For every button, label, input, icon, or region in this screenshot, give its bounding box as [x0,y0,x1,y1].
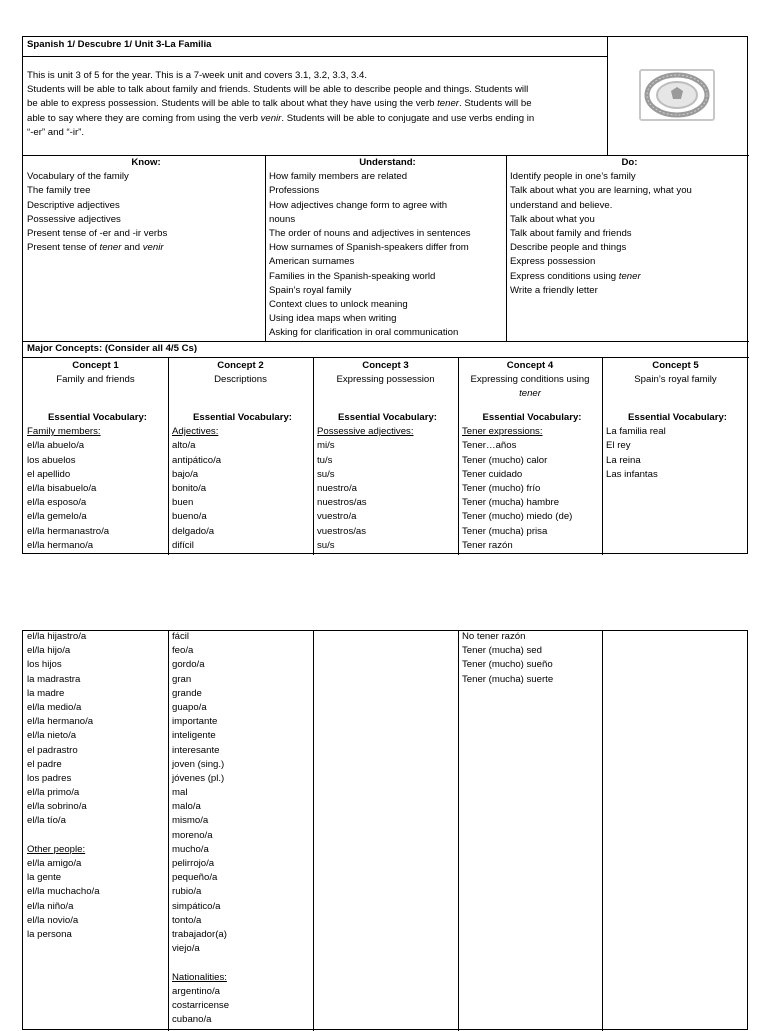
vocab-item: vuestro/a [317,511,357,523]
vocab-item: el/la hermanastro/a [27,525,110,537]
understand-item: Families in the Spanish-speaking world [269,270,436,282]
vocab-item: Expressing conditions using [470,374,590,386]
vocab-item: la madre [27,687,65,699]
vocab-subheading: Other people: [27,843,86,855]
vocab-item: nuestro/a [317,482,358,494]
do-item: understand and believe. [510,199,613,211]
vocab-item: Concept 1 [72,360,119,371]
vocab-item: Spain’s royal family [634,374,717,386]
vocab-item: Tener (mucho) miedo (de) [462,511,573,523]
vocab-item: el/la hermano/a [27,539,94,551]
vocab-item: difícil [172,539,194,551]
know-column [23,156,265,255]
vocab-item: el/la bisabuelo/a [27,482,97,494]
vocab-item: el/la tío/a [27,815,66,827]
vocab-item: interesante [172,744,220,756]
vocab-item: bonito/a [172,482,207,494]
vocab-item: tener [519,388,541,400]
vocab-column-2 [168,411,313,553]
vocab-item: able to say where they are coming from using the verb venir. Students will be able to conjugate and use verbs ending in [27,112,535,124]
understand-item: How family members are related [269,171,408,183]
know-item: Present tense of -er and -ir verbs [27,227,168,239]
vocab-subheading: Nationalities: [172,971,227,983]
do-item: Write a friendly letter [510,284,598,296]
vocab-item: Concept 5 [652,360,699,371]
know-item: Descriptive adjectives [27,199,120,211]
concept-2 [168,359,313,387]
vocab-item: el/la primo/a [27,787,80,799]
concept-5 [602,359,749,387]
vocab-item: guapo/a [172,701,207,713]
vocab-column-1 [23,411,168,553]
vocab-item: el/la abuelo/a [27,440,85,452]
vocab-heading: Essential Vocabulary: [193,412,292,423]
vocab-item: mismo/a [172,815,209,827]
understand-item: How adjectives change form to agree with [269,199,448,211]
vocab-item: el/la gemelo/a [27,511,87,523]
vocab-item: mi/s [317,440,335,452]
vocab-item: el apellido [27,468,71,480]
major-concepts-label: Major Concepts: (Consider all 4/5 Cs) [27,343,198,354]
unit-description [27,69,605,140]
do-item: Talk about what you are learning, what you [510,185,692,197]
unit-plan-table [22,36,748,554]
understand-item: The order of nouns and adjectives in sentences [269,227,471,239]
vocab-item: No tener razón [462,631,526,642]
vocab-item: la persona [27,928,72,940]
vocab-item: la madrastra [27,673,81,685]
vocab-item: La familia real [606,426,666,438]
vocab-item: Concept 2 [217,360,264,371]
do-item: Identify people in one’s family [510,171,636,183]
vocab-item: cubano/a [172,1014,212,1026]
unit-title: Spanish 1/ Descubre 1/ Unit 3-La Familia [27,39,212,50]
vocab-item: el/la medio/a [27,701,82,713]
understand-item: Asking for clarification in oral communication [269,327,459,339]
do-heading: Do: [621,157,638,168]
understand-item: Spain’s royal family [269,284,352,296]
vocab-column-5 [602,411,749,482]
vocab-item: tonto/a [172,914,202,926]
vocab-item: los hijos [27,659,62,671]
understand-item: nouns [269,213,296,225]
vocab-continued-table [22,630,748,1030]
vocab-item: el/la muchacho/a [27,886,100,898]
vocab-continued-column-2 [168,630,313,1027]
vocab-item: el/la hermano/a [27,716,94,728]
vocab-item: inteligente [172,730,216,742]
vocab-item: Concept 3 [362,360,409,371]
vocab-item: importante [172,716,218,728]
vocab-heading: Essential Vocabulary: [48,412,147,423]
do-item: Express possession [510,256,596,268]
vocab-item: antipático/a [172,454,222,466]
vocab-item: Tener cuidado [462,468,523,480]
concept-3 [313,359,458,387]
vocab-item: Tener (mucho) sueño [462,659,553,671]
vocab-item [27,829,168,843]
do-item: Describe people and things [510,242,627,254]
vocab-subheading: Tener expressions: [462,426,543,438]
vocab-item: el/la hijo/a [27,645,71,657]
vocab-subheading: Possessive adjectives: [317,426,414,438]
understand-item: Professions [269,185,320,197]
vocab-item: bajo/a [172,468,199,480]
vocab-item: pelirrojo/a [172,858,215,869]
vocab-item: el/la novio/a [27,914,79,926]
vocab-heading: Essential Vocabulary: [338,412,437,423]
vocab-item: Las infantas [606,468,658,480]
vocab-item: be able to express possession. Students will be able to talk about what they have using the verb tener. Students will be [27,98,532,110]
vocab-item: Tener (mucha) hambre [462,497,560,509]
vocab-item: el padre [27,758,62,770]
vocab-item: mucho/a [172,843,209,855]
vocab-item: El rey [606,440,631,452]
vocab-item: costarricense [172,999,230,1011]
vocab-continued-column-4 [458,630,602,687]
vocab-item: tu/s [317,454,333,466]
understand-item: Context clues to unlock meaning [269,298,408,310]
vocab-item: La reina [606,454,641,466]
vocab-item: Tener (mucha) suerte [462,673,554,685]
vocab-item: jóvenes (pl.) [172,772,225,784]
understand-item: Using idea maps when writing [269,313,397,325]
vocab-subheading: Adjectives: [172,426,219,438]
know-item: Vocabulary of the family [27,171,129,183]
vocab-item: Tener (mucho) frío [462,482,541,494]
vocab-item: viejo/a [172,943,200,955]
vocab-item: alto/a [172,440,196,452]
vocab-item: el/la sobrino/a [27,801,87,813]
vocab-item: malo/a [172,801,201,813]
understand-heading: Understand: [359,157,416,168]
vocab-subheading: Family members: [27,426,101,438]
vocab-item: el/la niño/a [27,900,74,912]
vocab-item: los padres [27,772,72,784]
vocab-item: Family and friends [56,374,135,386]
school-seal-logo [639,69,715,121]
concept-4 [458,359,602,402]
vocab-item: trabajador(a) [172,928,227,940]
vocab-item: el/la esposo/a [27,497,87,509]
vocab-item: la gente [27,872,62,884]
vocab-item: rubio/a [172,886,202,898]
vocab-item: los abuelos [27,454,76,466]
vocab-item: argentino/a [172,985,221,997]
vocab-item: mal [172,787,188,799]
vocab-item: gordo/a [172,659,205,671]
vocab-item: fácil [172,631,190,642]
do-item: Talk about family and friends [510,227,632,239]
vocab-item [172,956,313,970]
understand-item: How surnames of Spanish-speakers differ from [269,242,469,254]
vocab-item: el/la hijastro/a [27,631,87,642]
vocab-item: su/s [317,539,335,551]
vocab-item: moreno/a [172,829,213,841]
vocab-item: Descriptions [214,374,267,386]
vocab-item: Tener…años [462,440,517,452]
vocab-item: el padrastro [27,744,78,756]
do-column [506,156,749,298]
vocab-item: Tener (mucha) sed [462,645,542,657]
vocab-item: This is unit 3 of 5 for the year. This is a 7-week unit and covers 3.1, 3.2, 3.3, 3.4. [27,70,368,81]
know-item: Possessive adjectives [27,213,121,225]
vocab-item: “-er” and “-ir”. [27,126,85,138]
vocab-item: Expressing possession [336,374,435,386]
vocab-item: buen [172,497,194,509]
vocab-item: Students will be able to talk about family and friends. Students will be able to describe people and things. Students will [27,84,529,96]
vocab-item: Tener (mucha) prisa [462,525,548,537]
do-item: Express conditions using tener [510,270,641,282]
understand-item: American surnames [269,256,355,268]
vocab-item: Tener razón [462,539,513,551]
vocab-item: vuestros/as [317,525,367,537]
concept-1 [23,359,168,387]
vocab-item: pequeño/a [172,872,218,884]
vocab-item: gran [172,673,192,685]
understand-column [265,156,506,340]
vocab-item: su/s [317,468,335,480]
vocab-item: el/la nieto/a [27,730,77,742]
vocab-continued-column-1 [23,630,168,942]
vocab-heading: Essential Vocabulary: [482,412,582,423]
vocab-item: delgado/a [172,525,215,537]
vocab-column-4 [458,411,602,553]
vocab-item: Concept 4 [506,360,554,371]
vocab-item: nuestros/as [317,497,367,509]
do-item: Talk about what you [510,213,595,225]
know-item: The family tree [27,185,91,197]
know-item: Present tense of tener and venir [27,242,164,254]
vocab-heading: Essential Vocabulary: [628,412,727,423]
know-heading: Know: [131,157,161,168]
vocab-item: joven (sing.) [172,758,225,770]
vocab-item: simpático/a [172,900,221,912]
vocab-item: feo/a [172,645,194,657]
vocab-item: grande [172,687,202,699]
vocab-item: Tener (mucho) calor [462,454,548,466]
vocab-column-3 [313,411,458,553]
vocab-item: bueno/a [172,511,207,523]
vocab-item: el/la amigo/a [27,858,82,869]
